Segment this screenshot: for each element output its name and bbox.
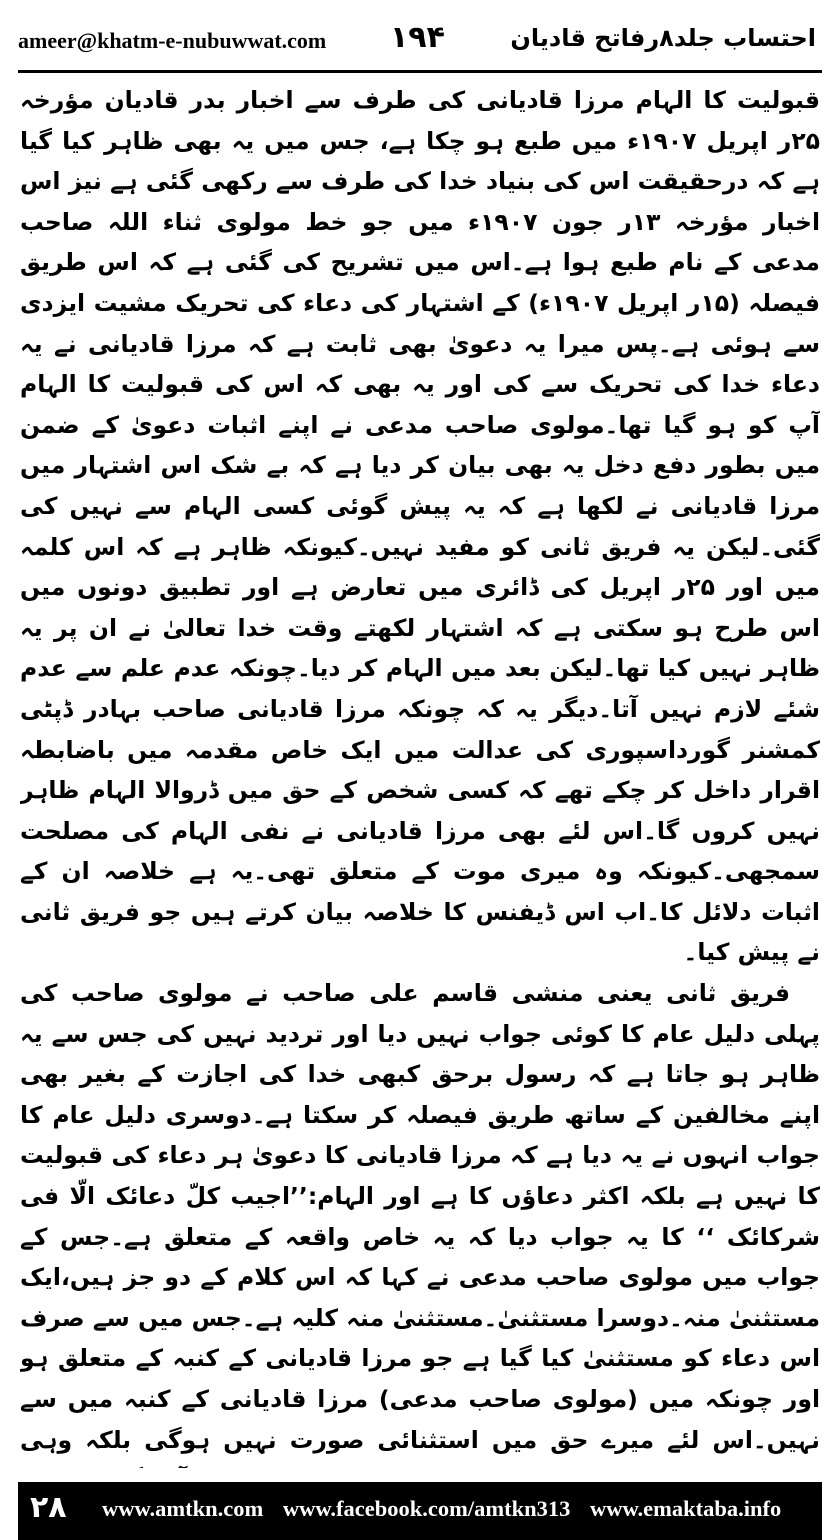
body-paragraph-2: فریق ثانی یعنی منشی قاسم علی صاحب نے مولوی صاحب کی پہلی دلیل عام کا کوئی جواب نہیں دیا اور تردید نہیں کی جس سے یہ ظاہر ہو جاتا ہے کہ رسول برحق کبھی خدا کی اجازت کے بغیر بھی اپنے مخالفین کے ساتھ طریق فیصلہ کر سکتا ہے۔دوسری دلیل عام کا جواب انہوں نے یہ دیا ہے کہ مرزا قادیانی کا دعویٰ ہر دعاء کی قبولیت کا نہیں ہے بلکہ اکثر دعاؤں کا ہے اور الہام:’’اجیب کلّ دعائک الّا فی شرکائک ‘‘ کا یہ جواب دیا کہ یہ خاص واقعہ کے متعلق ہے۔جس کے جواب میں مولوی صاحب مدعی نے کہا کہ اس کلام کے دو جز ہیں،ایک مستثنیٰ منہ۔دوسرا مستثنیٰ۔مستثنیٰ منہ کلیہ ہے۔جس میں سے صرف اس دعاء کو مستثنیٰ کیا گیا ہے جو مرزا قادیانی کے کنبہ کے متعلق ہو اور چونکہ میں (مولوی صاحب مدعی) مرزا قادیانی کے کنبہ میں سے نہیں۔اس لئے میرے حق میں استثنائی صورت نہیں ہوگی بلکہ وہی — [20, 979, 820, 1454]
header-page-number: ۱۹۴ — [390, 20, 445, 55]
footer-links — [102, 1496, 814, 1522]
footer-link-facebook[interactable]: www.facebook.com/amtkn313 — [282, 1496, 571, 1521]
footer-link-emaktaba[interactable]: www.emaktaba.info — [590, 1496, 782, 1521]
body-paragraph-1: قبولیت کا الہام مرزا قادیانی کی طرف سے اخبار بدر قادیان مؤرخہ ۲۵ر اپریل ۱۹۰۷ء میں طبع ہو چکا ہے، جس میں یہ بھی ظاہر کیا گیا ہے کہ درحقیقت اس کی بنیاد خدا کی طرف سے رکھی گئی ہے نیز اس اخبار مؤرخہ ۱۳ر جون ۱۹۰۷ء میں جو خط مولوی ثناء اللہ صاحب مدعی کے نام طبع ہوا ہے۔اس میں تشریح کی گئی ہے کہ اس طریق فیصلہ (۱۵ر اپریل ۱۹۰۷ء) کے اشتہار کی دعاء کی تحریک مشیت ایزدی سے ہوئی ہے۔پس میرا یہ دعویٰ بھی ثابت ہے کہ مرزا قادیانی نے یہ دعاء خدا کی تحریک سے کی اور یہ بھی کہ اس کی قبولیت کا الہام آپ کو ہو گیا تھا۔مولوی صاحب مدعی نے اپنے اثبات دعویٰ کے ضمن میں بطور دفع دخل یہ بھی بیان کر دیا ہے کہ بے شک اس اشتہار میں مرزا قادیانی نے لکھا ہے کہ یہ پیش گوئی کسی الہام سے نہیں کی گئی۔لیکن یہ فریق ثانی کو مفید نہیں۔کیونکہ ظاہر ہے کہ اس کلمہ میں اور ۲۵ر اپریل کی ڈائری میں تعارض ہے اور تطبیق دونوں میں اس طرح ہو سکتی ہے کہ اشتہار لکھتے وقت خدا تعالیٰ نے ان پر یہ ظاہر نہیں کیا تھا۔لیکن بعد میں الہام کر دیا۔چونکہ عدم علم سے عدم شئے لازم نہیں آتا۔دیگر یہ کہ چونکہ مرزا قادیانی صاحب بہادر ڈپٹی کمشنر گورداسپوری کی عدالت میں ایک خاص مقدمہ میں باضابطہ اقرار داخل کر چکے تھے کہ کسی شخص کے حق میں ڈروالا الہام ظاہر نہیں کروں گا۔اس لئے بھی مرزا قادیانی نے نفی الہام کی مصلحت سمجھی۔کیونکہ وہ میری موت کے متعلق تھی۔یہ ہے خلاصہ ان کے اثبات دلائل کا۔اب اس ڈیفنس کا خلاصہ بیان کرتے ہیں جو فریق ثانی نے پیش کیا۔ — [20, 86, 820, 967]
page-body — [20, 80, 820, 1468]
footer-page-number: ۲۸ — [30, 1490, 67, 1525]
page-header — [18, 6, 822, 76]
footer-link-amtkn[interactable]: www.amtkn.com — [102, 1496, 264, 1521]
header-email: ameer@khatm-e-nubuwwat.com — [18, 28, 327, 53]
header-book-title: احتساب جلد۸رفاتح قادیان — [510, 24, 816, 52]
header-divider — [18, 70, 822, 73]
page-footer — [18, 1482, 822, 1540]
